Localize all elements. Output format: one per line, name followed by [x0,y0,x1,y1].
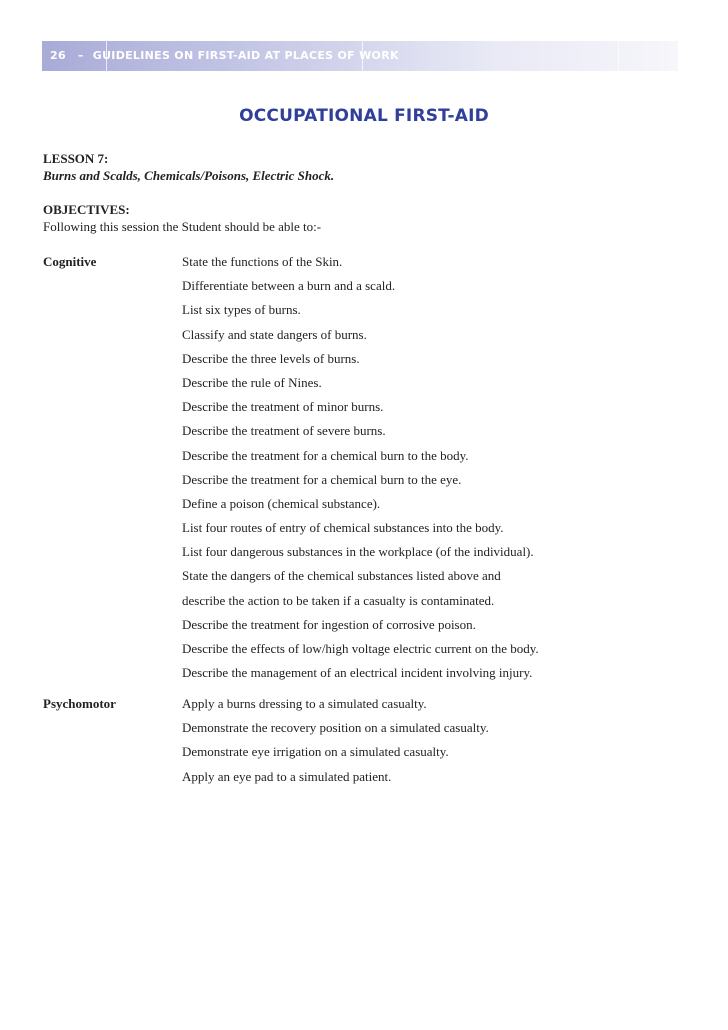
header-divider [618,41,619,71]
list-item: List six types of burns. [182,302,301,318]
list-item: Describe the three levels of burns. [182,350,360,366]
lesson-subtitle: Burns and Scalds, Chemicals/Poisons, Electric Shock. [43,168,335,183]
objective-list [182,696,489,793]
list-item: Classify and state dangers of burns. [182,326,367,342]
running-header [50,46,399,66]
list-item: Define a poison (chemical substance). [182,495,381,511]
list-item: Describe the effects of low/high voltage electric current on the body. [182,641,539,656]
list-item: List four routes of entry of chemical substances into the body. [182,520,504,536]
list-item: Differentiate between a burn and a scald. [182,278,396,294]
list-item: Describe the treatment for a chemical burn to the body. [182,447,469,463]
list-item: List four dangerous substances in the workplace (of the individual). [182,544,534,560]
list-item: Describe the treatment for a chemical burn to the eye. [182,471,462,487]
list-item: Describe the management of an electrical incident involving injury. [182,665,533,681]
list-item: Describe the rule of Nines. [182,374,322,390]
list-item: Apply a burns dressing to a simulated casualty. [182,696,427,711]
list-item: Describe the treatment of minor burns. [182,399,384,415]
list-item: describe the action to be taken if a casualty is contaminated. [182,592,495,608]
list-item: State the dangers of the chemical substances listed above and [182,568,501,584]
running-title: GUIDELINES ON FIRST-AID AT PLACES OF WORK [92,49,399,62]
page-number: 26 [50,49,66,62]
list-item: Apply an eye pad to a simulated patient. [182,768,392,784]
objectives-intro: Following this session the Student should be able to:- [43,219,322,234]
list-item: Describe the treatment for ingestion of corrosive poison. [182,616,476,632]
lesson-heading: LESSON 7: [43,151,109,166]
page-title: OCCUPATIONAL FIRST-AID [239,106,489,126]
section-label: Cognitive [43,254,97,269]
list-item: Demonstrate the recovery position on a simulated casualty. [182,720,489,736]
section-label: Psychomotor [43,696,116,711]
objectives-heading: OBJECTIVES: [43,202,130,217]
objective-list [182,254,539,689]
list-item: Describe the treatment of severe burns. [182,423,386,439]
list-item: State the functions of the Skin. [182,254,343,269]
list-item: Demonstrate eye irrigation on a simulated casualty. [182,744,449,760]
header-separator: – [77,49,84,62]
